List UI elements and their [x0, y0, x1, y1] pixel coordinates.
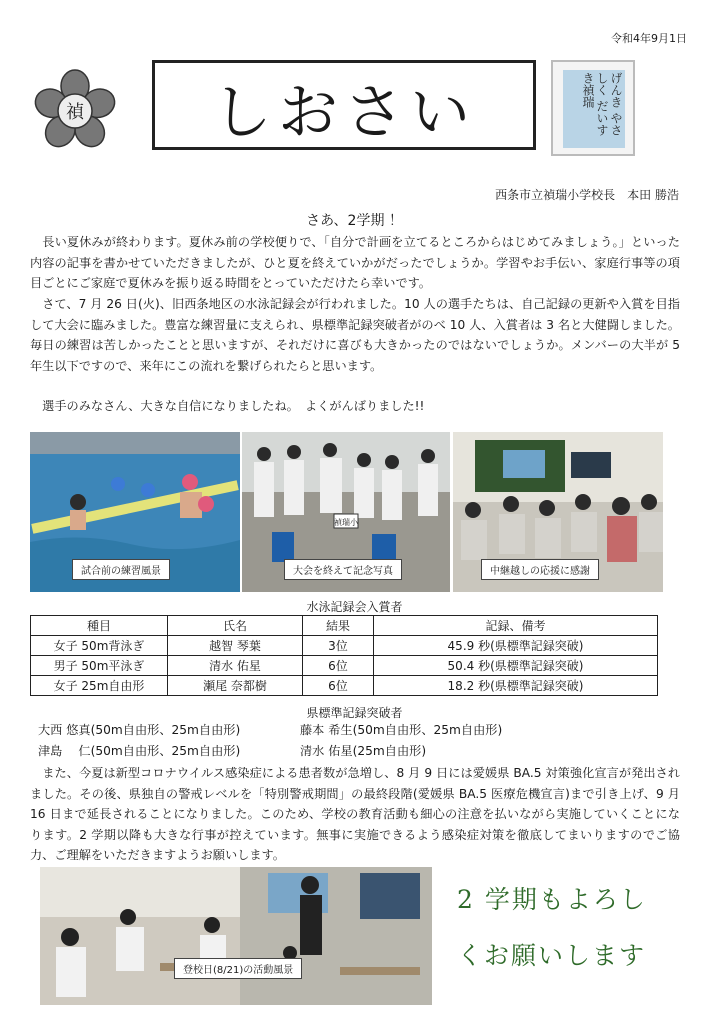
motto-text: げんき やさしく だいすき禎瑞 — [563, 70, 625, 148]
cell-result: 3位 — [303, 636, 374, 656]
photo-practice — [30, 432, 240, 592]
article-heading: さあ、2学期 ！ — [306, 213, 403, 229]
header-result: 結果 — [303, 616, 374, 636]
cell-result: 6位 — [303, 656, 374, 676]
header-record: 記録、備考 — [374, 616, 658, 636]
cell-name: 清水 佑星 — [168, 656, 303, 676]
paragraph-praise: 選手のみなさん、大きな自信になりましたね。 よくがんばりました!! — [30, 399, 425, 413]
table-row — [31, 656, 658, 676]
cell-name: 越智 琴葉 — [168, 636, 303, 656]
results-table — [30, 615, 658, 696]
records-title: 県標準記録突破者 — [306, 706, 403, 720]
caption-school-day: 登校日(8/21)の活動風景 — [174, 958, 302, 979]
table-header-row — [31, 616, 658, 636]
record-entry: 清水 佑星(25m自由形) — [300, 744, 427, 758]
photo-school-day — [40, 867, 432, 1005]
paragraph-summer: 長い夏休みが終わります。夏休み前の学校便りで、「自分で計画を立てるところからはじめてみましょう。」といった内容の記事を書かせていただきましたが、ひと夏を終えていかがだったでしょうか。学習やお手伝い、家庭行事等の項目ごとにご家庭で夏休みを振り返る時間をとっていただけたら幸いです。 — [30, 235, 680, 290]
record-entry: 津島 仁(50m自由形、25m自由形) — [38, 744, 241, 758]
newsletter-title: しおさい — [212, 78, 476, 148]
cell-record: 18.2 秒(県標準記録突破) — [374, 676, 658, 696]
paragraph-covid-notice: また、今夏は新型コロナウイルス感染症による患者数が急増し、8 月 9 日には愛媛県 BA.5 対策強化宣言が発出されました。その後、県独自の警戒レベルを「特別警戒期間」の最終段階(愛媛県 BA.5 医療危機宣言)まで引き上げ、9 月 16 日まで延長されることになりました。このため、学校の教育活動も細心の注意を払いながら実施していくことになります。2 学期以降も大きな行事が控えています。無事に実施できるよう感染症対策を徹底してまいりますのでご協力、ご理解をいただきますようお願いします。 — [30, 766, 680, 862]
issue-date: 令和4年9月1日 — [611, 32, 687, 45]
photo-classroom — [453, 432, 663, 592]
greeting-line2: くお願いします — [457, 941, 647, 970]
caption-practice: 試合前の練習風景 — [72, 559, 170, 580]
table-row — [31, 636, 658, 656]
cell-event: 女子 25m自由形 — [31, 676, 168, 696]
results-table-title: 水泳記録会入賞者 — [306, 600, 403, 614]
newsletter-title-box — [152, 60, 536, 150]
record-entry: 大西 悠真(50m自由形、25m自由形) — [38, 723, 241, 737]
motto-card — [551, 60, 635, 156]
school-emblem-icon — [32, 68, 118, 154]
header-event: 種目 — [31, 616, 168, 636]
cell-record: 50.4 秒(県標準記録突破) — [374, 656, 658, 676]
caption-group: 大会を終えて記念写真 — [284, 559, 402, 580]
greeting-line1: 2 学期もよろし — [457, 885, 647, 914]
record-entry: 藤本 希生(50m自由形、25m自由形) — [300, 723, 503, 737]
photo-group — [242, 432, 450, 592]
caption-classroom: 中継越しの応援に感謝 — [481, 559, 599, 580]
table-row — [31, 676, 658, 696]
cell-event: 男子 50m平泳ぎ — [31, 656, 168, 676]
cell-record: 45.9 秒(県標準記録突破) — [374, 636, 658, 656]
emblem-char: 禎 — [66, 102, 84, 123]
photo-sign-text: 禎瑞小 — [334, 518, 358, 527]
paragraph-swim-meet: さて、7 月 26 日(火)、旧西条地区の水泳記録会が行われました。10 人の選手たちは、自己記録の更新や入賞を目指して大会に臨みました。豊富な練習量に支えられ、県標準記録突破者がのべ 10 人、入賞者は 3 名と大健闘しました。毎日の練習は苦しかったことと思いますが、それだけに喜びも大きかったのではないでしょうか。メンバーの大半が 5 年生以下ですので、来年にこの流れを繋げられたらと思います。 — [30, 297, 680, 373]
cell-event: 女子 50m背泳ぎ — [31, 636, 168, 656]
author-line: 西条市立禎瑞小学校長 本田 勝浩 — [495, 188, 679, 202]
cell-result: 6位 — [303, 676, 374, 696]
cell-name: 瀬尾 奈都樹 — [168, 676, 303, 696]
header-name: 氏名 — [168, 616, 303, 636]
